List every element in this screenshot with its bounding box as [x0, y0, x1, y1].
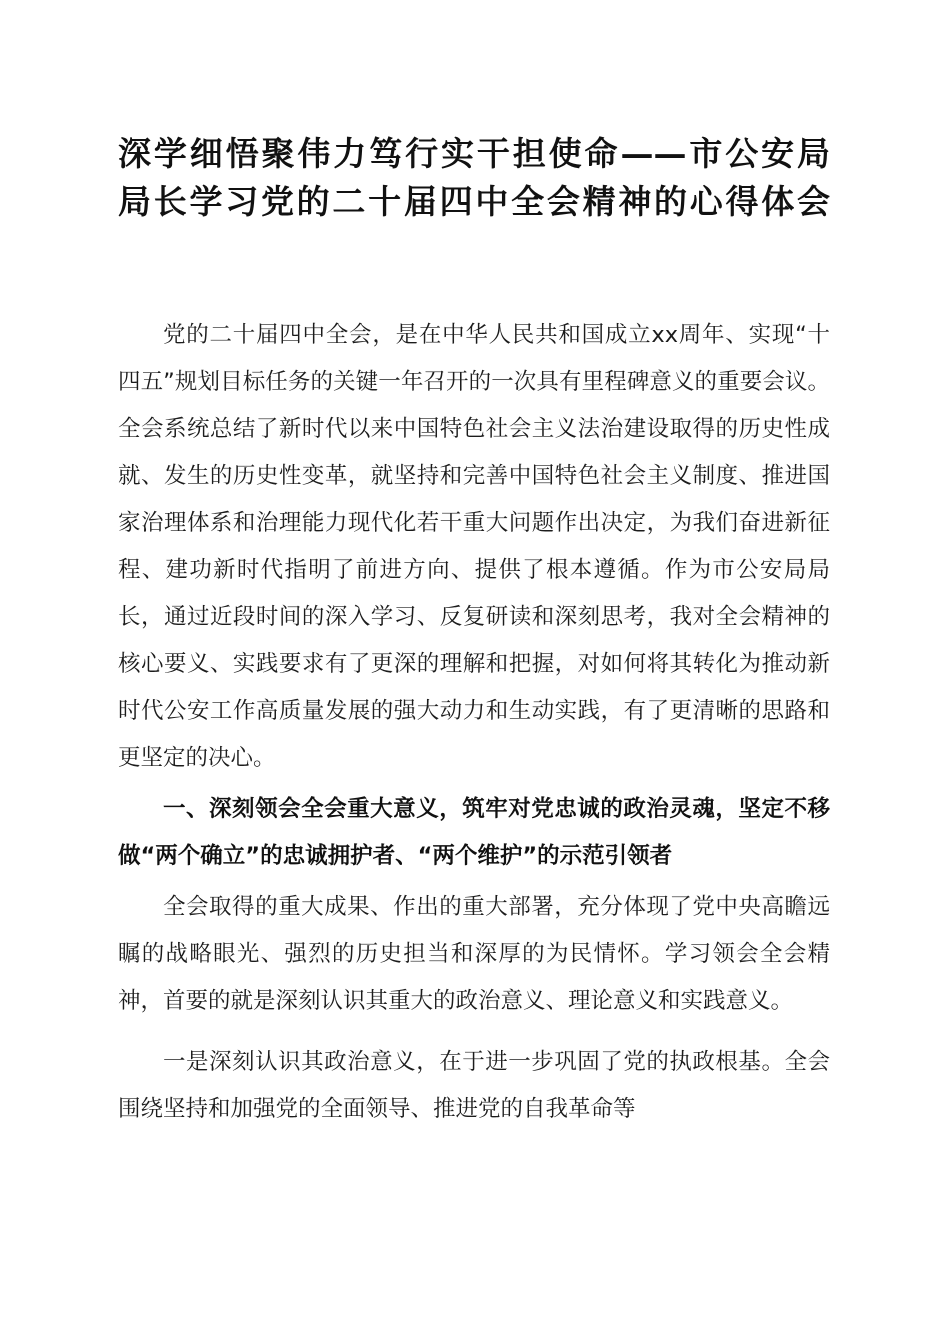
document-page — [118, 130, 830, 1133]
title-line-2: 局长学习党的二十届四中全会精神的心得体会 — [118, 182, 830, 221]
document-title — [118, 130, 830, 226]
section-1-paragraph-2: 一是深刻认识其政治意义，在于进一步巩固了党的执政根基。全会围绕坚持和加强党的全面领导、推进党的自我革命等 — [118, 1049, 830, 1122]
section-1-heading: 一、深刻领会全会重大意义，筑牢对党忠诚的政治灵魂，坚定不移做“两个确立”的忠诚拥护者、“两个维护”的示范引领者 — [118, 796, 830, 869]
document-body — [118, 312, 830, 1133]
section-1-paragraph-1: 全会取得的重大成果、作出的重大部署，充分体现了党中央高瞻远瞩的战略眼光、强烈的历史担当和深厚的为民情怀。学习领会全会精神，首要的就是深刻认识其重大的政治意义、理论意义和实践意义。 — [118, 894, 830, 1014]
intro-paragraph: 党的二十届四中全会，是在中华人民共和国成立xx周年、实现“十四五”规划目标任务的关键一年召开的一次具有里程碑意义的重要会议。全会系统总结了新时代以来中国特色社会主义法治建设取得的历史性成就、发生的历史性变革，就坚持和完善中国特色社会主义制度、推进国家治理体系和治理能力现代化若干重大问题作出决定，为我们奋进新征程、建功新时代指明了前进方向、提供了根本遵循。作为市公安局局长，通过近段时间的深入学习、反复研读和深刻思考，我对全会精神的核心要义、实践要求有了更深的理解和把握，对如何将其转化为推动新时代公安工作高质量发展的强大动力和生动实践，有了更清晰的思路和更坚定的决心。 — [118, 322, 830, 771]
title-line-1: 深学细悟聚伟力笃行实干担使命——市公安局 — [118, 134, 830, 173]
